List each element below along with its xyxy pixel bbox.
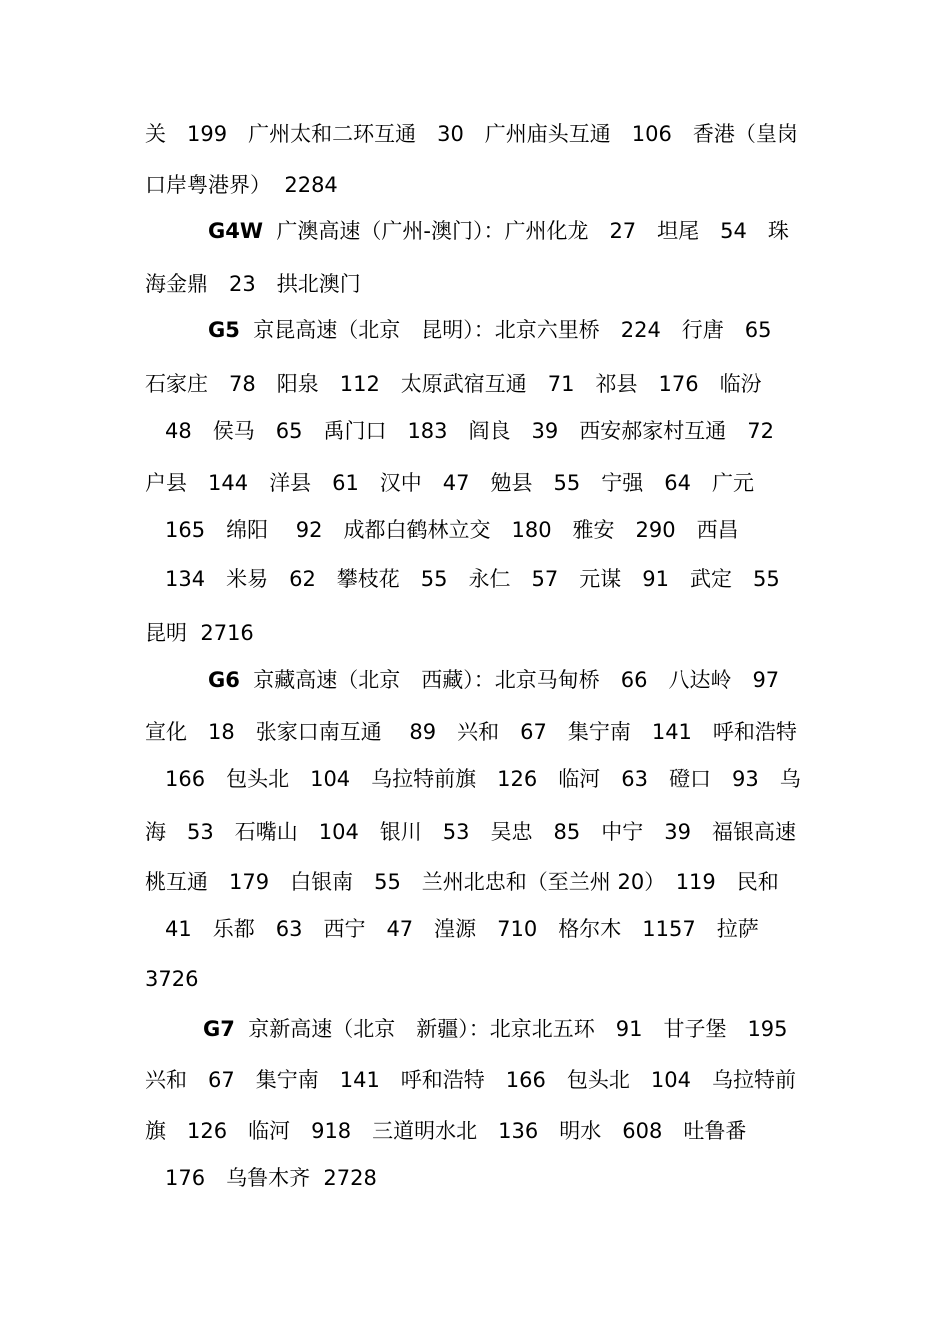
route-text: 广澳高速（广州-澳门）：广州化龙 27 坦尾 54 珠	[276, 219, 789, 243]
text-line: 旗 126 临河 918 三道明水北 136 明水 608 吐鲁番	[145, 1119, 747, 1143]
text-line: 口岸粤港界） 2284	[145, 173, 338, 197]
route-code-g5: G5	[208, 318, 240, 342]
text-line: 关 199 广州太和二环互通 30 广州庙头互通 106 香港（皇岗	[145, 122, 798, 146]
text-line: 宣化 18 张家口南互通 89 兴和 67 集宁南 141 呼和浩特	[145, 720, 797, 744]
text-line-g7	[203, 1015, 788, 1043]
text-line: 兴和 67 集宁南 141 呼和浩特 166 包头北 104 乌拉特前	[145, 1068, 796, 1092]
text-line: 桃互通 179 白银南 55 兰州北忠和（至兰州 20） 119 民和	[145, 870, 779, 894]
text-line: 户县 144 洋县 61 汉中 47 勉县 55 宁强 64 广元	[145, 471, 754, 495]
text-line-g6	[208, 666, 779, 694]
text-line-g4w	[208, 217, 789, 245]
route-text: 京新高速（北京 新疆）：北京北五环 91 甘子堡 195	[248, 1017, 788, 1041]
text-line: 134 米易 62 攀枝花 55 永仁 57 元谋 91 武定 55	[165, 567, 780, 591]
text-line: 海 53 石嘴山 104 银川 53 吴忠 85 中宁 39 福银高速	[145, 820, 796, 844]
text-line: 昆明 2716	[145, 621, 254, 645]
route-text: 京藏高速（北京 西藏）：北京马甸桥 66 八达岭 97	[253, 668, 780, 692]
text-line: 海金鼎 23 拱北澳门	[145, 272, 361, 296]
text-line: 176 乌鲁木齐 2728	[165, 1166, 377, 1190]
route-code-g7: G7	[203, 1017, 235, 1041]
text-line: 41 乐都 63 西宁 47 湟源 710 格尔木 1157 拉萨	[165, 917, 759, 941]
text-line: 166 包头北 104 乌拉特前旗 126 临河 63 磴口 93 乌	[165, 767, 801, 791]
text-line: 3726	[145, 967, 199, 991]
text-line: 石家庄 78 阳泉 112 太原武宿互通 71 祁县 176 临汾	[145, 372, 762, 396]
text-line: 48 侯马 65 禹门口 183 阎良 39 西安郝家村互通 72	[165, 419, 774, 443]
route-code-g4w: G4W	[208, 219, 264, 243]
text-line: 165 绵阳 92 成都白鹤林立交 180 雅安 290 西昌	[165, 518, 739, 542]
text-line-g5	[208, 316, 772, 344]
route-text: 京昆高速（北京 昆明）：北京六里桥 224 行唐 65	[253, 318, 772, 342]
route-code-g6: G6	[208, 668, 240, 692]
